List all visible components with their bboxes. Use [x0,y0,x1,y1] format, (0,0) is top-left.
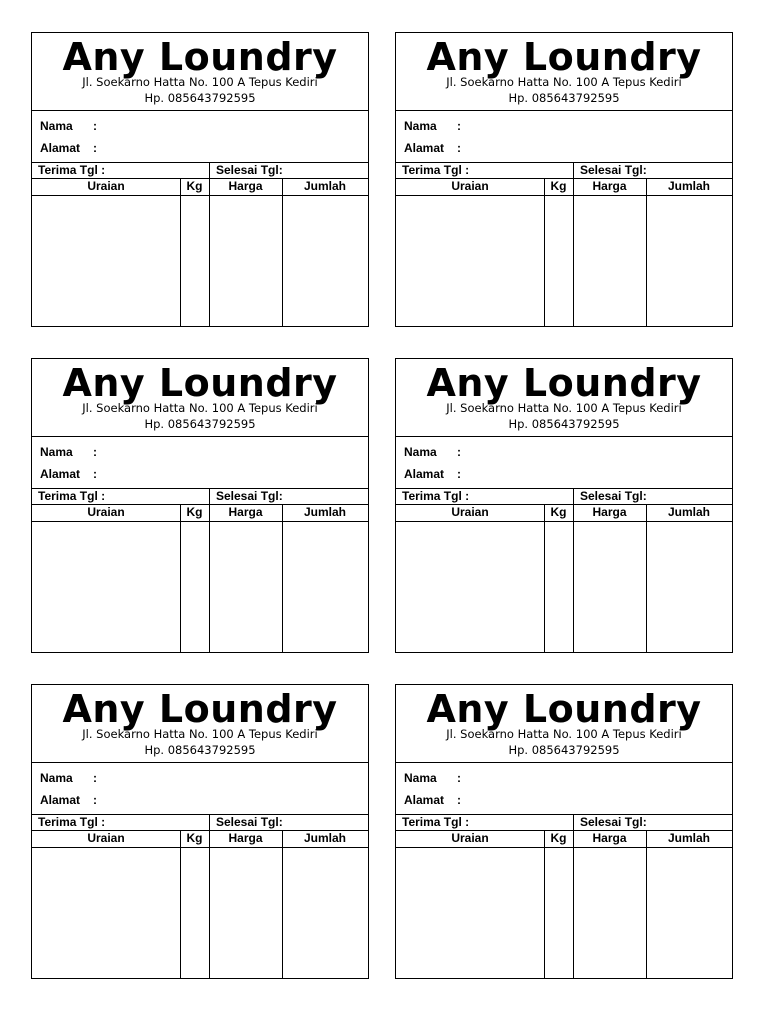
name-label: Nama [40,445,73,459]
finished-date-label: Selesai Tgl: [580,489,647,503]
name-field[interactable] [104,119,362,133]
name-colon: : [93,119,97,133]
name-colon: : [457,445,461,459]
item-entry-area[interactable] [32,522,368,652]
date-row [32,814,368,831]
name-field[interactable] [468,445,726,459]
laundry-receipt-5 [31,684,369,979]
shop-phone: Hp. 085643792595 [144,743,256,757]
name-field[interactable] [468,771,726,785]
col-total: Jumlah [303,831,346,845]
name-label: Nama [40,771,73,785]
col-total: Jumlah [667,179,710,193]
receipt-header [396,359,732,437]
shop-phone: Hp. 085643792595 [144,417,256,431]
name-colon: : [457,771,461,785]
address-field[interactable] [468,793,726,807]
receipt-header [396,33,732,111]
address-field[interactable] [468,467,726,481]
col-kg: Kg [550,831,567,845]
received-date-label: Terima Tgl : [38,163,106,177]
item-entry-area[interactable] [32,196,368,326]
received-date-label: Terima Tgl : [38,489,106,503]
shop-name: Any Loundry [426,687,702,731]
table-header [396,831,732,848]
address-label: Alamat [404,793,445,807]
shop-address: Jl. Soekarno Hatta No. 100 A Tepus Kediri [446,75,682,89]
item-entry-area[interactable] [396,848,732,978]
name-label: Nama [404,445,437,459]
shop-name: Any Loundry [426,361,702,405]
col-description: Uraian [87,179,125,193]
finished-date-label: Selesai Tgl: [216,815,283,829]
col-description: Uraian [451,831,489,845]
address-colon: : [93,141,97,155]
address-field[interactable] [468,141,726,155]
shop-address: Jl. Soekarno Hatta No. 100 A Tepus Kediri [82,75,318,89]
col-description: Uraian [87,831,125,845]
laundry-receipt-6 [395,684,733,979]
table-header [32,505,368,522]
col-price: Harga [592,179,627,193]
col-total: Jumlah [303,179,346,193]
receipt-header [396,685,732,763]
name-label: Nama [40,119,73,133]
finished-date-label: Selesai Tgl: [580,815,647,829]
col-kg: Kg [186,505,203,519]
name-colon: : [93,771,97,785]
name-label: Nama [404,119,437,133]
col-total: Jumlah [667,831,710,845]
address-colon: : [457,141,461,155]
received-date-label: Terima Tgl : [402,163,470,177]
name-field[interactable] [468,119,726,133]
col-kg: Kg [550,505,567,519]
date-divider [573,489,574,504]
finished-date-label: Selesai Tgl: [216,163,283,177]
receipt-header [32,359,368,437]
col-description: Uraian [87,505,125,519]
col-total: Jumlah [667,505,710,519]
receipt-header [32,685,368,763]
col-price: Harga [228,505,263,519]
address-field[interactable] [104,141,362,155]
table-header [396,179,732,196]
date-row [396,814,732,831]
date-divider [209,815,210,830]
receipt-header [32,33,368,111]
address-field[interactable] [104,793,362,807]
address-label: Alamat [404,141,445,155]
laundry-receipt-1 [31,32,369,327]
address-colon: : [457,467,461,481]
name-colon: : [457,119,461,133]
shop-phone: Hp. 085643792595 [508,743,620,757]
received-date-label: Terima Tgl : [402,815,470,829]
col-total: Jumlah [303,505,346,519]
date-divider [573,163,574,178]
col-price: Harga [592,505,627,519]
laundry-receipt-4 [395,358,733,653]
date-row [32,162,368,179]
address-colon: : [93,467,97,481]
item-entry-area[interactable] [32,848,368,978]
shop-name: Any Loundry [62,361,338,405]
address-field[interactable] [104,467,362,481]
col-price: Harga [228,831,263,845]
finished-date-label: Selesai Tgl: [216,489,283,503]
table-header [32,831,368,848]
col-kg: Kg [186,179,203,193]
name-colon: : [93,445,97,459]
col-kg: Kg [550,179,567,193]
date-row [32,488,368,505]
col-kg: Kg [186,831,203,845]
name-label: Nama [404,771,437,785]
col-description: Uraian [451,505,489,519]
shop-name: Any Loundry [426,35,702,79]
shop-address: Jl. Soekarno Hatta No. 100 A Tepus Kediri [446,401,682,415]
shop-address: Jl. Soekarno Hatta No. 100 A Tepus Kediri [82,401,318,415]
shop-address: Jl. Soekarno Hatta No. 100 A Tepus Kediri [82,727,318,741]
laundry-receipt-3 [31,358,369,653]
item-entry-area[interactable] [396,196,732,326]
date-row [396,162,732,179]
shop-phone: Hp. 085643792595 [144,91,256,105]
date-row [396,488,732,505]
name-field[interactable] [104,771,362,785]
address-colon: : [93,793,97,807]
address-label: Alamat [40,793,81,807]
laundry-receipt-2 [395,32,733,327]
item-entry-area[interactable] [396,522,732,652]
address-label: Alamat [40,141,81,155]
shop-address: Jl. Soekarno Hatta No. 100 A Tepus Kediri [446,727,682,741]
shop-phone: Hp. 085643792595 [508,91,620,105]
address-label: Alamat [404,467,445,481]
shop-name: Any Loundry [62,687,338,731]
received-date-label: Terima Tgl : [402,489,470,503]
shop-name: Any Loundry [62,35,338,79]
address-label: Alamat [40,467,81,481]
address-colon: : [457,793,461,807]
finished-date-label: Selesai Tgl: [580,163,647,177]
col-price: Harga [592,831,627,845]
date-divider [209,489,210,504]
table-header [396,505,732,522]
date-divider [573,815,574,830]
date-divider [209,163,210,178]
col-price: Harga [228,179,263,193]
shop-phone: Hp. 085643792595 [508,417,620,431]
col-description: Uraian [451,179,489,193]
received-date-label: Terima Tgl : [38,815,106,829]
name-field[interactable] [104,445,362,459]
table-header [32,179,368,196]
